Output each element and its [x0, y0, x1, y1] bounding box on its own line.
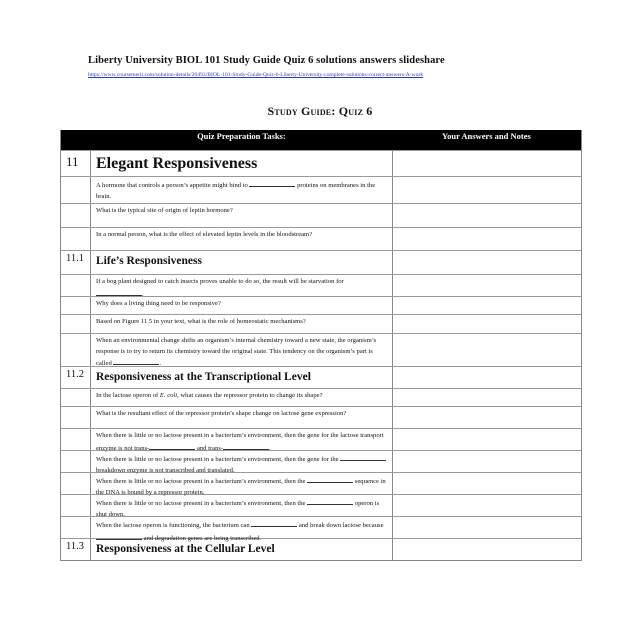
- answer-cell[interactable]: [393, 429, 581, 450]
- question-text: When there is little or no lactose present in a bacterium’s environment, then the sequence in the DNA is bound by a repressor protein.: [91, 473, 393, 494]
- section-number: [61, 429, 91, 450]
- section-heading: Responsiveness at the Cellular Level: [91, 539, 393, 560]
- question-row: [61, 450, 581, 472]
- question-text: When an environmental change shifts an organism’s internal chemistry toward a new state, the organism’s response is to try to return its chemistry toward the original state. This tendency on the organism’s part is called .: [91, 334, 393, 366]
- section-number: 11.3: [61, 539, 91, 560]
- document-title: Liberty University BIOL 101 Study Guide Quiz 6 solutions answers slideshare: [88, 55, 445, 66]
- question-row: [61, 428, 581, 450]
- answer-cell[interactable]: [393, 275, 581, 296]
- question-text: Based on Figure 11.5 in your text, what is the role of homeostatic mechanisms?: [91, 315, 393, 333]
- fill-in-blank: [251, 519, 297, 527]
- answer-cell[interactable]: [393, 228, 581, 250]
- fill-in-blank: [307, 475, 353, 483]
- answer-cell[interactable]: [393, 297, 581, 314]
- question-row: [61, 333, 581, 366]
- question-row: [61, 203, 581, 227]
- section-number: [61, 315, 91, 333]
- fill-in-blank: [249, 179, 295, 187]
- table-header: [61, 130, 581, 150]
- study-guide-table: [60, 130, 582, 561]
- table-body: [61, 150, 581, 560]
- section-row: [61, 366, 581, 388]
- question-row: [61, 274, 581, 296]
- answer-cell[interactable]: [393, 539, 581, 560]
- question-text: When there is little or no lactose present in a bacterium’s environment, then the gene for the breakdown enzyme is not transcribed and translated.: [91, 451, 393, 472]
- header-tasks: Quiz Preparation Tasks:: [197, 131, 286, 141]
- fill-in-blank: [307, 497, 353, 505]
- question-text: Why does a living thing need to be responsive?: [91, 297, 393, 314]
- section-number: [61, 517, 91, 538]
- section-number: 11: [61, 151, 91, 176]
- section-heading: Responsiveness at the Transcriptional Level: [91, 367, 393, 388]
- question-text: When there is little or no lactose present in a bacterium’s environment, then the gene for the lactose transport enzyme is not trans- and trans- .: [91, 429, 393, 450]
- question-row: [61, 314, 581, 333]
- answer-cell[interactable]: [393, 473, 581, 494]
- answer-cell[interactable]: [393, 517, 581, 538]
- section-number: [61, 389, 91, 406]
- question-row: [61, 406, 581, 428]
- answer-cell[interactable]: [393, 315, 581, 333]
- question-text: What is the resultant effect of the repressor protein’s shape change on lactose gene expression?: [91, 407, 393, 428]
- answer-cell[interactable]: [393, 407, 581, 428]
- section-number: 11.2: [61, 367, 91, 388]
- section-heading: Life’s Responsiveness: [91, 251, 393, 274]
- answer-cell[interactable]: [393, 389, 581, 406]
- section-number: 11.1: [61, 251, 91, 274]
- question-row: [61, 296, 581, 314]
- fill-in-blank: [149, 442, 195, 450]
- section-heading: Elegant Responsiveness: [91, 151, 393, 176]
- fill-in-blank: [340, 453, 386, 461]
- section-row: [61, 150, 581, 176]
- section-number: [61, 495, 91, 516]
- section-number: [61, 407, 91, 428]
- question-row: [61, 176, 581, 203]
- answer-cell[interactable]: [393, 151, 581, 176]
- question-text: When the lactose operon is functioning, the bacterium can and break down lactose because and degradation genes are being transcribed.: [91, 517, 393, 538]
- section-number: [61, 228, 91, 250]
- question-text: In the lactose operon of E. coli, what causes the repressor protein to change its shape?: [91, 389, 393, 406]
- question-row: [61, 472, 581, 494]
- section-number: [61, 451, 91, 472]
- section-number: [61, 275, 91, 296]
- section-number: [61, 334, 91, 366]
- answer-cell[interactable]: [393, 495, 581, 516]
- section-number: [61, 204, 91, 227]
- section-number: [61, 177, 91, 203]
- study-guide-title: Study Guide: Quiz 6: [267, 104, 373, 118]
- question-text: A hormone that controls a person’s appetite might bind to proteins on membranes in the brain.: [91, 177, 393, 203]
- question-text: What is the typical site of origin of leptin hormone?: [91, 204, 393, 227]
- fill-in-blank: [223, 442, 269, 450]
- answer-cell[interactable]: [393, 204, 581, 227]
- question-row: [61, 227, 581, 250]
- question-text: If a bog plant designed to catch insects proves unable to do so, the result will be starvation for .: [91, 275, 393, 296]
- source-link[interactable]: https://www.coursemerit.com/solution-details/20493/BIOL-101-Study-Guide-Quiz-6-Liberty-University-complete-solutions-correct-answers-A-work: [88, 72, 424, 78]
- answer-cell[interactable]: [393, 334, 581, 366]
- section-number: [61, 297, 91, 314]
- fill-in-blank: [96, 288, 142, 296]
- answer-cell[interactable]: [393, 251, 581, 274]
- question-row: [61, 516, 581, 542]
- header-answers: Your Answers and Notes: [441, 131, 531, 141]
- answer-cell[interactable]: [393, 177, 581, 203]
- section-number: [61, 473, 91, 494]
- question-text: In a normal person, what is the effect of elevated leptin levels in the bloodstream?: [91, 228, 393, 250]
- question-text: When there is little or no lactose present in a bacterium’s environment, then the operon is shut down.: [91, 495, 393, 516]
- answer-cell[interactable]: [393, 451, 581, 472]
- section-row: [61, 538, 581, 560]
- fill-in-blank: [113, 357, 159, 365]
- answer-cell[interactable]: [393, 367, 581, 388]
- section-row: [61, 250, 581, 274]
- question-row: [61, 494, 581, 516]
- question-row: [61, 388, 581, 406]
